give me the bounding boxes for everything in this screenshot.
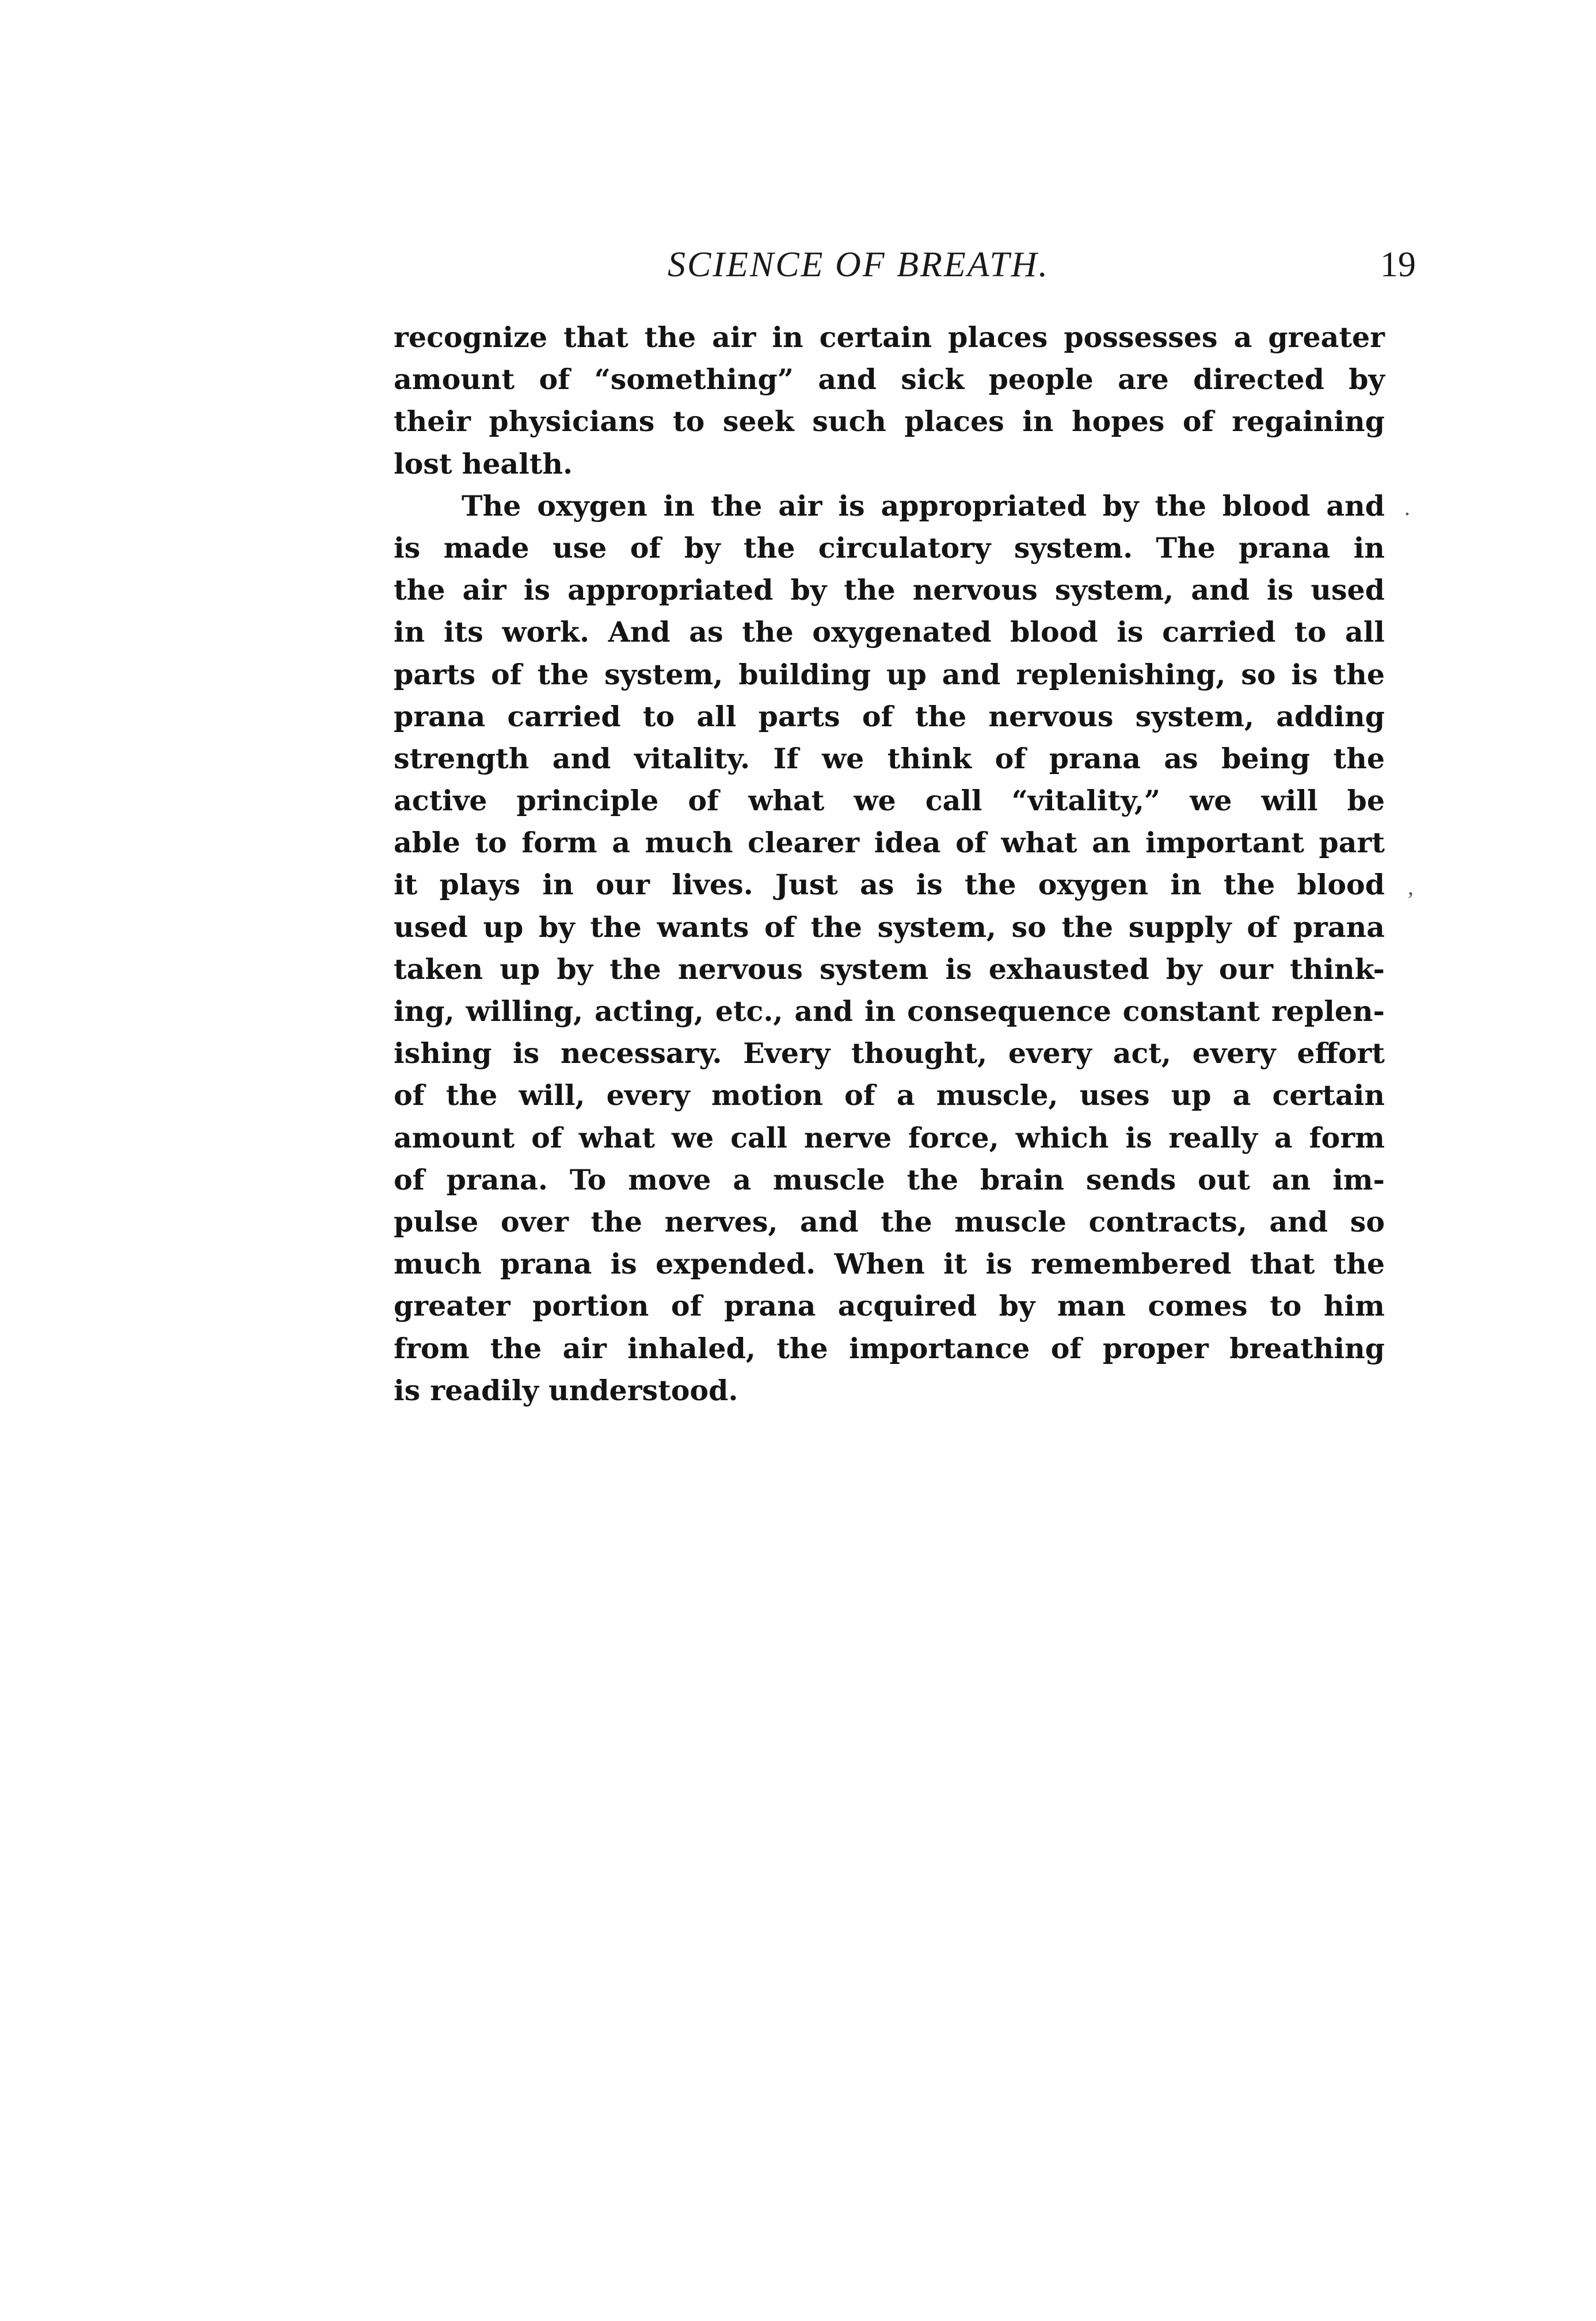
text-line: much prana is expended. When it is remembered that the — [394, 1247, 1385, 1281]
text-line: amount of what we call nerve force, which is really a form — [394, 1121, 1385, 1154]
text-line: strength and vitality. If we think of prana as being the — [394, 741, 1385, 775]
text-line: their physicians to seek such places in hopes of regaining — [394, 405, 1385, 439]
text-line: from the air inhaled, the importance of proper breathing — [394, 1331, 1385, 1365]
margin-speck: . — [1404, 494, 1410, 520]
paragraph-1 — [394, 317, 1385, 485]
text-line: ing, willing, acting, etc., and in consequence constant replen- — [394, 994, 1385, 1028]
text-line: recognize that the air in certain places possesses a greater — [394, 321, 1385, 354]
text-line: it plays in our lives. Just as is the oxygen in the blood — [394, 868, 1385, 902]
text-line: ishing is necessary. Every thought, every act, every effort — [394, 1036, 1385, 1070]
text-line: lost health. — [394, 447, 573, 481]
text-line: active principle of what we call “vitality,” we will be — [394, 784, 1385, 818]
text-line: in its work. And as the oxygenated blood is carried to all — [394, 615, 1385, 649]
text-line: taken up by the nervous system is exhausted by our think- — [394, 952, 1385, 986]
margin-speck: ’ — [1407, 887, 1415, 913]
text-line: parts of the system, building up and replenishing, so is the — [394, 657, 1385, 691]
text-line: pulse over the nerves, and the muscle contracts, and so — [394, 1205, 1385, 1238]
text-line: the air is appropriated by the nervous system, and is used — [394, 573, 1385, 607]
text-line: is made use of by the circulatory system. The prana in — [394, 531, 1385, 565]
text-line: greater portion of prana acquired by man comes to him — [394, 1289, 1385, 1323]
text-line: of the will, every motion of a muscle, uses up a certain — [394, 1078, 1385, 1112]
text-line: able to form a much clearer idea of what an important part — [394, 826, 1385, 860]
text-line: is readily understood. — [394, 1373, 738, 1407]
text-line: amount of “something” and sick people are directed by — [394, 363, 1385, 397]
text-line: prana carried to all parts of the nervous system, adding — [394, 699, 1385, 733]
body-text — [394, 317, 1385, 1412]
text-line: of prana. To move a muscle the brain sends out an im- — [394, 1163, 1385, 1196]
page-number: 19 — [1380, 245, 1416, 284]
text-line: used up by the wants of the system, so the supply of prana — [394, 910, 1385, 944]
running-head-title: SCIENCE OF BREATH. — [668, 245, 1050, 284]
paragraph-2 — [394, 485, 1385, 1412]
text-line: The oxygen in the air is appropriated by the blood and — [462, 489, 1385, 523]
